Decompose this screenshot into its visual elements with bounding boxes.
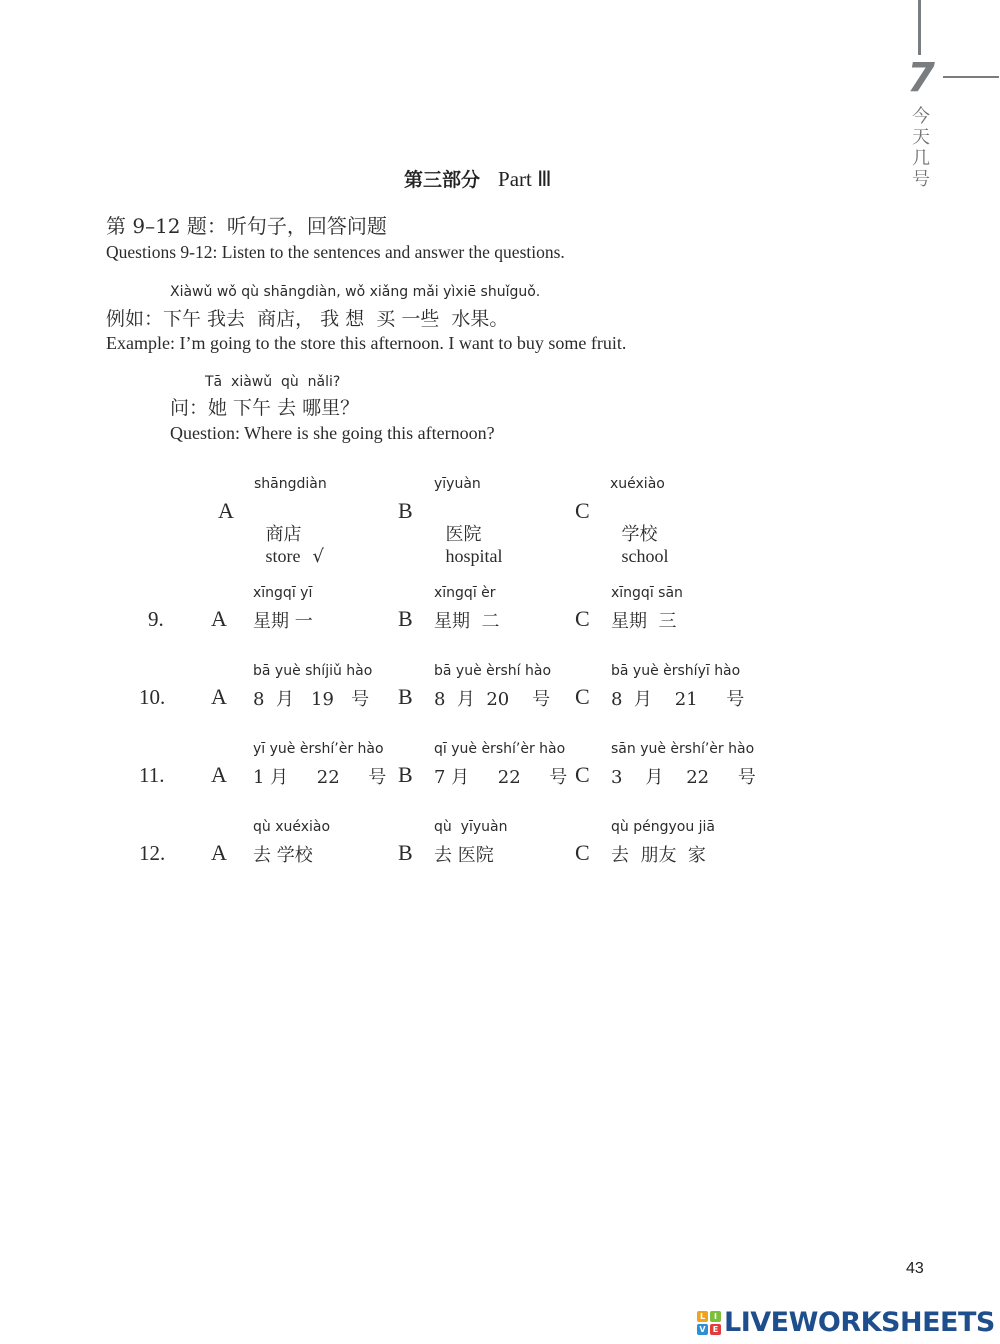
q12-option-b-letter[interactable]: B (398, 840, 413, 865)
option-hanzi: 医院 (445, 524, 482, 545)
logo-tile-v: V (697, 1324, 708, 1335)
question-number-11: 11. (139, 763, 165, 787)
example-question-pinyin: Tā xiàwǔ qù nǎli? (205, 374, 341, 390)
q9-option-c[interactable]: 星期 三 (611, 611, 677, 632)
q9-option-a-letter[interactable]: A (211, 606, 227, 631)
q11-option-b-pinyin: qī yuè èrshí’èr hào (434, 741, 566, 757)
chapter-title (910, 106, 932, 190)
q11-option-a-letter[interactable]: A (211, 762, 227, 787)
logo-tile-i: I (710, 1311, 721, 1322)
question-number-10: 10. (139, 685, 166, 709)
logo-tile-l: L (697, 1311, 708, 1322)
q11-option-c-letter[interactable]: C (575, 762, 590, 787)
option-english: hospital (445, 546, 503, 566)
example-option-b[interactable] (434, 499, 502, 567)
example-pinyin: Xiàwǔ wǒ qù shāngdiàn, wǒ xiǎng mǎi yìxiē shuǐguǒ. (170, 284, 541, 300)
option-hanzi: 商店 (265, 524, 302, 545)
instructions-en: Questions 9-12: Listen to the sentences and answer the questions. (106, 242, 565, 262)
chapter-horizontal-rule (943, 76, 999, 78)
instructions-cn: 第 9–12 题：听句子，回答问题 (106, 214, 387, 238)
option-english: school (621, 546, 669, 566)
example-option-c-pinyin: xuéxiào (610, 476, 665, 492)
option-hanzi: 学校 (621, 524, 658, 545)
chapter-vertical-rule (918, 0, 921, 55)
question-number-9: 9. (148, 607, 164, 631)
question-number-12: 12. (139, 841, 166, 865)
q11-option-b[interactable]: 7 月 22 号 (434, 767, 568, 788)
q12-option-a[interactable]: 去 学校 (253, 845, 313, 866)
q12-option-c-pinyin: qù péngyou jiā (611, 819, 716, 835)
chapter-title-char: 天 (912, 127, 930, 148)
q11-option-c-pinyin: sān yuè èrshí’èr hào (611, 741, 755, 757)
q11-option-a-pinyin: yī yuè èrshí’èr hào (253, 741, 384, 757)
q10-option-a[interactable]: 8 月 19 号 (253, 689, 370, 710)
example-option-a-pinyin: shāngdiàn (254, 476, 327, 492)
page-number: 43 (906, 1260, 924, 1277)
q9-option-c-letter[interactable]: C (575, 606, 590, 631)
logo-tiles-icon (697, 1311, 721, 1335)
q10-option-b[interactable]: 8 月 20 号 (434, 689, 551, 710)
part-title-cn: 第三部分 (404, 169, 481, 191)
example-option-c[interactable] (610, 499, 668, 567)
q9-option-a[interactable]: 星期 一 (253, 611, 313, 632)
q11-option-c[interactable]: 3 月 22 号 (611, 767, 756, 788)
part-title (404, 165, 552, 192)
q10-option-c[interactable]: 8 月 21 号 (611, 689, 745, 710)
checkmark-icon: √ (312, 546, 324, 567)
q10-option-c-pinyin: bā yuè èrshíyī hào (611, 663, 741, 679)
q9-option-b-letter[interactable]: B (398, 606, 413, 631)
q11-option-b-letter[interactable]: B (398, 762, 413, 787)
chapter-title-char: 几 (912, 148, 930, 169)
example-question-hanzi: 问：她 下午 去 哪里？ (170, 397, 360, 419)
q9-option-a-pinyin: xīngqī yī (253, 585, 313, 601)
example-option-b-pinyin: yīyuàn (434, 476, 481, 492)
option-english: store (265, 546, 301, 566)
q10-option-c-letter[interactable]: C (575, 684, 590, 709)
q12-option-c-letter[interactable]: C (575, 840, 590, 865)
example-english: Example: I’m going to the store this afternoon. I want to buy some fruit. (106, 333, 627, 353)
q9-option-c-pinyin: xīngqī sān (611, 585, 683, 601)
example-question-english: Question: Where is she going this afternoon? (170, 423, 495, 443)
q12-option-c[interactable]: 去 朋友 家 (611, 845, 706, 866)
q9-option-b[interactable]: 星期 二 (434, 611, 500, 632)
logo-wordmark: LIVEWORKSHEETS (724, 1307, 995, 1338)
example-option-a-letter[interactable]: A (218, 498, 234, 523)
q12-option-b[interactable]: 去 医院 (434, 845, 494, 866)
example-option-a[interactable] (254, 499, 324, 567)
q12-option-b-pinyin: qù yīyuàn (434, 819, 508, 835)
liveworksheets-logo (697, 1307, 995, 1338)
q10-option-a-pinyin: bā yuè shíjiǔ hào (253, 663, 373, 679)
chapter-number: 7 (907, 55, 935, 101)
example-hanzi: 例如：下午 我去 商店， 我 想 买 一些 水果。 (106, 308, 509, 330)
q12-option-a-letter[interactable]: A (211, 840, 227, 865)
example-option-c-letter[interactable]: C (575, 498, 590, 523)
chapter-title-char: 今 (912, 106, 930, 127)
chapter-title-char: 号 (912, 169, 930, 190)
q10-option-a-letter[interactable]: A (211, 684, 227, 709)
q10-option-b-letter[interactable]: B (398, 684, 413, 709)
q12-option-a-pinyin: qù xuéxiào (253, 819, 331, 835)
part-title-en: Part Ⅲ (498, 167, 552, 191)
logo-tile-e: E (710, 1324, 721, 1335)
q10-option-b-pinyin: bā yuè èrshí hào (434, 663, 552, 679)
q9-option-b-pinyin: xīngqī èr (434, 585, 496, 601)
q11-option-a[interactable]: 1 月 22 号 (253, 767, 387, 788)
example-option-b-letter[interactable]: B (398, 498, 413, 523)
